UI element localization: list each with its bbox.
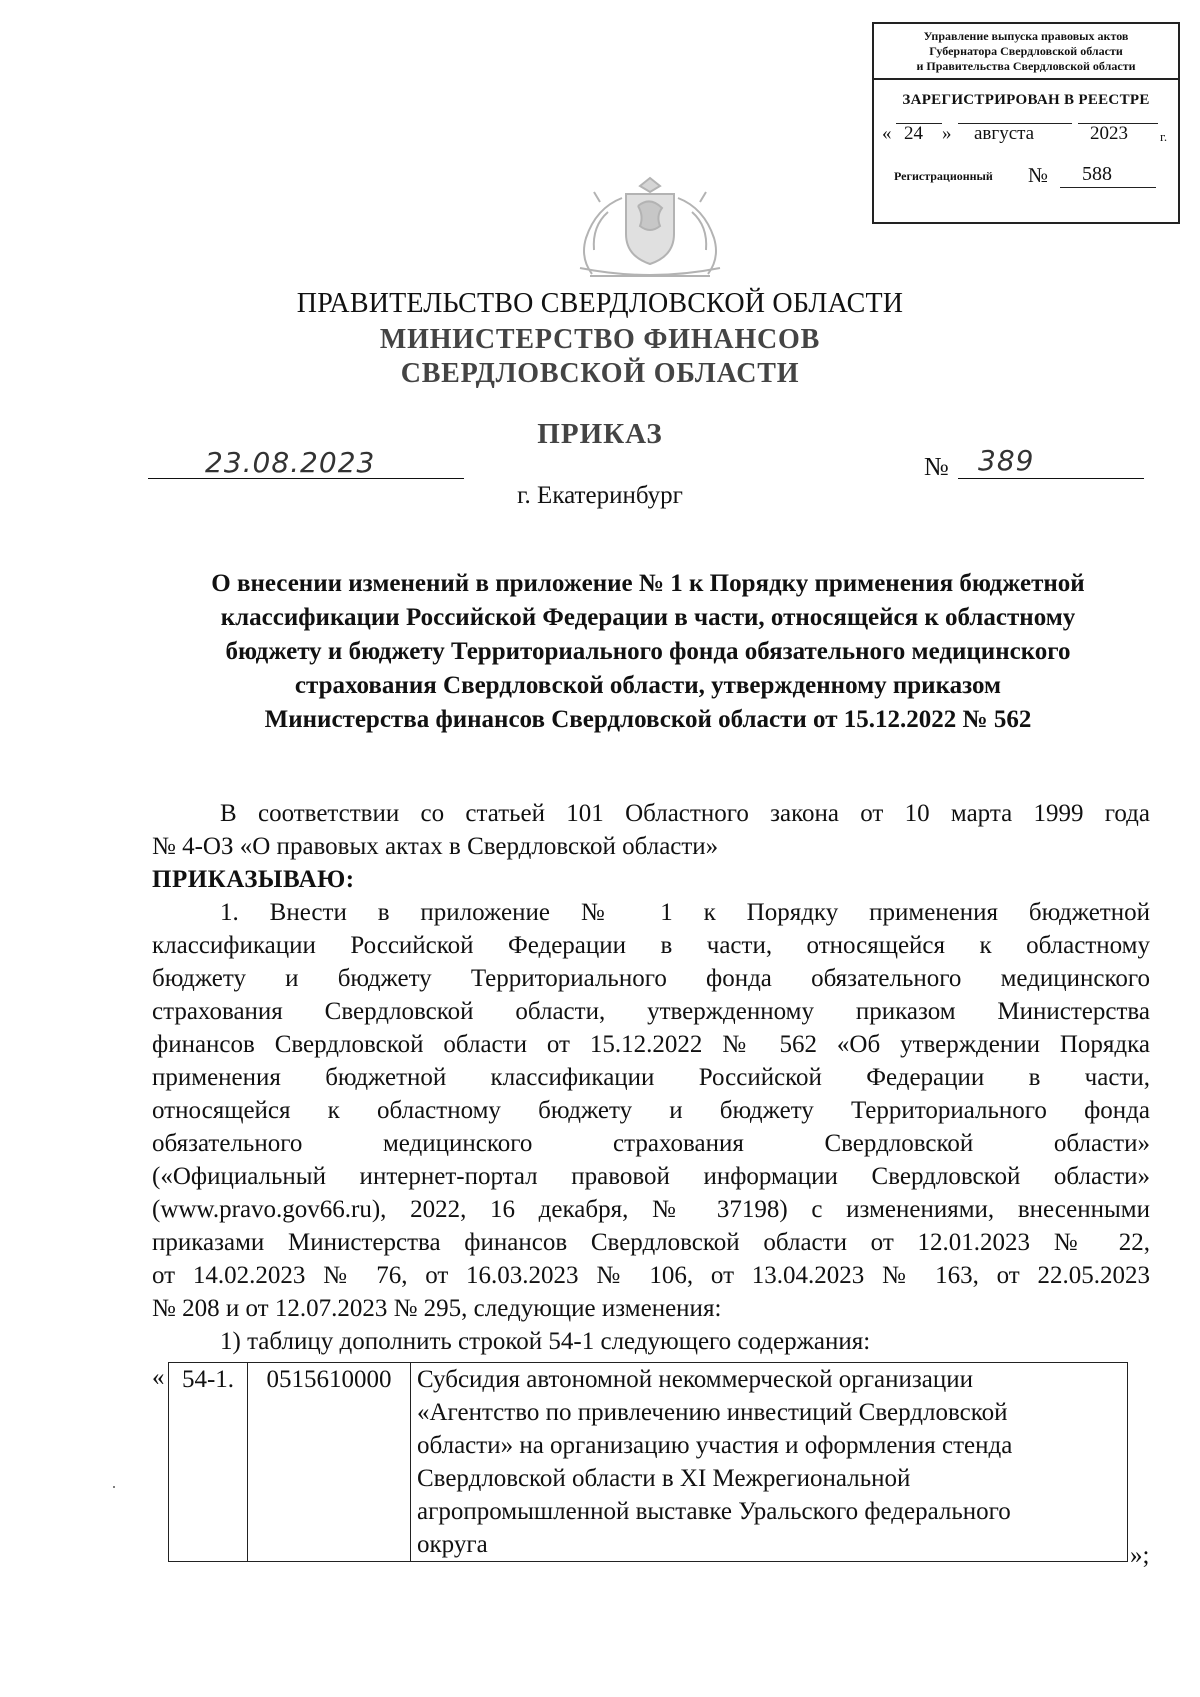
stamp-date-close-quote: » <box>942 123 952 144</box>
item1-line: финансов Свердловской области от 15.12.2022 № 562 «Об утверждении Порядка <box>152 1031 1150 1058</box>
stamp-no-sign: № <box>1028 163 1049 187</box>
item1-line: от 14.02.2023 № 76, от 16.03.2023 № 106, от 13.04.2023 № 163, от 22.05.2023 <box>152 1262 1150 1289</box>
subject-line: классификации Российской Федерации в части, относящейся к областному <box>220 604 1076 631</box>
preamble-line: № 4-ОЗ «О правовых актах в Свердловской области» <box>152 833 719 860</box>
coat-of-arms-icon <box>560 172 740 282</box>
stamp-year-suffix: г. <box>1160 129 1168 144</box>
subitem-line: 1) таблицу дополнить строкой 54-1 следующего содержания: <box>220 1328 871 1355</box>
order-body <box>152 797 1150 1358</box>
description-line: «Агентство по привлечению инвестиций Свердловской <box>417 1399 1008 1426</box>
description-line: агропромышленной выставке Уральского федерального <box>417 1498 1011 1525</box>
description-line: области» на организацию участия и оформления стенда <box>417 1432 1013 1459</box>
item1-line: относящейся к областному бюджету и бюджету Территориального фонда <box>152 1097 1150 1124</box>
order-subject <box>148 567 1148 737</box>
stamp-header-line: Управление выпуска правовых актов <box>923 29 1129 43</box>
stamp-date-open-quote: « <box>882 123 892 144</box>
item1-line: обязательного медицинского страхования Свердловской области» <box>152 1130 1150 1157</box>
item1-line: 1. Внести в приложение № 1 к Порядку применения бюджетной <box>220 899 1150 926</box>
subject-line: Министерства финансов Свердловской области от 15.12.2022 № 562 <box>264 706 1032 733</box>
item1-line: классификации Российской Федерации в части, относящейся к областному <box>152 932 1150 959</box>
city-line: г. Екатеринбург <box>517 482 683 509</box>
item1-line: страхования Свердловской области, утвержденному приказом Министерства <box>152 998 1150 1025</box>
item1-line: применения бюджетной классификации Российской Федерации в части, <box>152 1064 1150 1091</box>
description-line: Свердловской области в XI Межрегиональной <box>417 1465 911 1492</box>
stamp-day: 24 <box>904 123 923 144</box>
table-close-quote: »; <box>1130 1542 1150 1569</box>
order-word: ПРИКАЗЫВАЮ: <box>152 866 355 893</box>
stamp-date <box>874 123 1178 151</box>
table-open-quote: « <box>152 1364 165 1391</box>
inserted-row-block <box>0 1362 1200 1582</box>
description-line: округа <box>417 1531 488 1558</box>
table-row <box>169 1363 1128 1562</box>
registration-stamp <box>872 22 1180 224</box>
stamp-number: 588 <box>1082 163 1112 185</box>
description-cell <box>411 1363 1128 1562</box>
number-underline <box>958 478 1144 479</box>
handwritten-date: 23.08.2023 <box>205 446 376 479</box>
item1-line: («Официальный интернет-портал правовой информации Свердловской области» <box>152 1163 1150 1190</box>
government-title: ПРАВИТЕЛЬСТВО СВЕРДЛОВСКОЙ ОБЛАСТИ <box>296 288 904 319</box>
stamp-year: 2023 <box>1090 123 1128 144</box>
budget-table <box>168 1362 1128 1562</box>
scan-speck <box>113 1486 115 1488</box>
stamp-reg-number <box>874 165 1178 191</box>
stamp-header <box>874 24 1178 80</box>
ministry-title-line1: МИНИСТЕРСТВО ФИНАНСОВ <box>379 324 821 355</box>
item1-line: № 208 и от 12.07.2023 № 295, следующие изменения: <box>152 1295 722 1322</box>
subject-line: бюджету и бюджету Территориального фонда обязательного медицинского <box>225 638 1071 665</box>
item1-line: (www.pravo.gov66.ru), 2022, 16 декабря, № 37198) с изменениями, внесенными <box>152 1196 1150 1223</box>
preamble-line: В соответствии со статьей 101 Областного закона от 10 марта 1999 года <box>220 800 1150 827</box>
stamp-header-line: и Правительства Свердловской области <box>916 59 1136 73</box>
subject-line: страхования Свердловской области, утвержденному приказом <box>294 672 1002 699</box>
document-type-title: ПРИКАЗ <box>537 418 663 450</box>
stamp-header-line: Губернатора Свердловской области <box>929 44 1123 58</box>
ministry-title-line2: СВЕРДЛОВСКОЙ ОБЛАСТИ <box>400 358 800 389</box>
stamp-reg-label: Регистрационный <box>894 169 993 183</box>
row-number-cell: 54-1. <box>169 1363 248 1562</box>
number-sign: № <box>924 452 949 481</box>
subject-line: О внесении изменений в приложение № 1 к Порядку применения бюджетной <box>211 570 1085 597</box>
underline <box>1060 187 1156 188</box>
description-line: Субсидия автономной некоммерческой организации <box>417 1366 973 1393</box>
stamp-registered-label: ЗАРЕГИСТРИРОВАН В РЕЕСТРЕ <box>902 92 1150 108</box>
code-cell: 0515610000 <box>248 1363 411 1562</box>
stamp-month: августа <box>974 123 1035 144</box>
item1-line: бюджету и бюджету Территориального фонда обязательного медицинского <box>152 965 1150 992</box>
handwritten-number: 389 <box>978 444 1035 477</box>
item1-line: приказами Министерства финансов Свердловской области от 12.01.2023 № 22, <box>152 1229 1150 1256</box>
